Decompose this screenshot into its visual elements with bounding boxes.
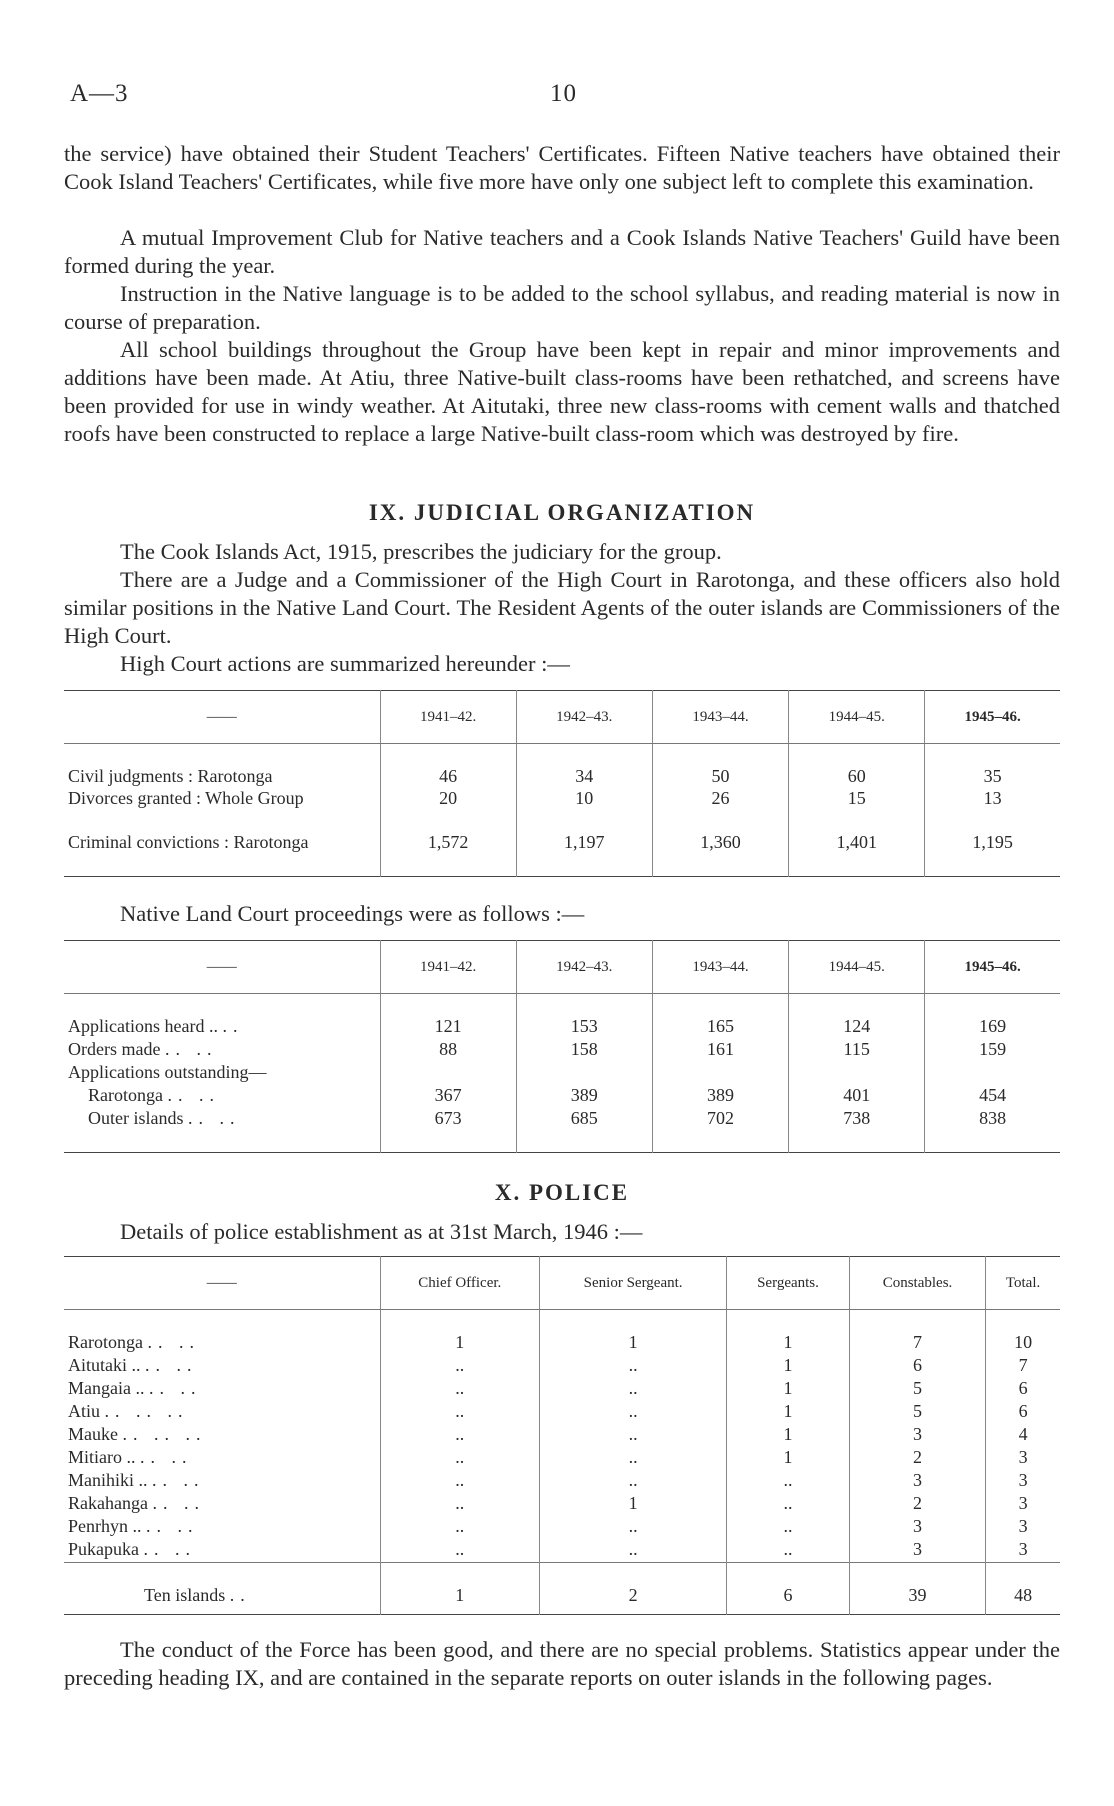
table-cell: .. (380, 1539, 540, 1562)
table-corner: —— (64, 691, 380, 744)
leader-dots: .. (229, 1584, 251, 1605)
table-cell: .. (540, 1447, 727, 1470)
leader-dots: .. .. (145, 1355, 198, 1375)
table-cell: 1 (727, 1424, 850, 1447)
table-cell: 367 (380, 1085, 516, 1108)
paragraph-high-court-intro: High Court actions are summarized hereunder :— (120, 651, 570, 676)
column-header: 1944–45. (789, 941, 925, 994)
table-cell: 4 (986, 1424, 1060, 1447)
table-cell: 454 (925, 1085, 1060, 1108)
table-row (64, 1424, 1060, 1447)
table-cell: 39 (849, 1585, 985, 1615)
table-cell: 161 (652, 1039, 788, 1062)
table-row (64, 1378, 1060, 1401)
table-cell: .. (727, 1493, 850, 1516)
table-cell: .. (380, 1470, 540, 1493)
row-label: Aitutaki .. (68, 1355, 141, 1375)
table-cell: 2 (849, 1493, 985, 1516)
table-cell: 401 (789, 1085, 925, 1108)
column-header: 1944–45. (789, 691, 925, 744)
table-cell: 26 (652, 788, 788, 832)
table-cell: .. (380, 1424, 540, 1447)
page-reference: A—3 (70, 80, 129, 107)
table-cell: 1,197 (516, 832, 652, 876)
table-cell: 1 (540, 1332, 727, 1355)
row-label: Pukapuka (68, 1539, 139, 1559)
leader-dots: .. .. (167, 1085, 220, 1105)
row-label: Orders made (68, 1039, 161, 1059)
leader-dots: .. .. (143, 1539, 196, 1559)
row-label: Mitiaro .. (68, 1447, 136, 1467)
column-header: Constables. (849, 1257, 985, 1310)
row-label: Mangaia .. (68, 1378, 145, 1398)
table-cell: .. (540, 1378, 727, 1401)
table-cell: 88 (380, 1039, 516, 1062)
column-header: 1945–46. (925, 941, 1060, 994)
table-cell: 158 (516, 1039, 652, 1062)
table-cell: 702 (652, 1108, 788, 1152)
table-cell: .. (540, 1539, 727, 1562)
table-cell: .. (727, 1470, 850, 1493)
paragraph-police-intro: Details of police establishment as at 31st March, 1946 :— (120, 1219, 643, 1244)
column-header: 1941–42. (380, 941, 516, 994)
table-cell: 389 (652, 1085, 788, 1108)
table-cell: .. (380, 1493, 540, 1516)
table-cell: 6 (849, 1355, 985, 1378)
row-label: Mauke (68, 1424, 118, 1444)
paragraph-land-court-intro: Native Land Court proceedings were as follows :— (120, 901, 585, 926)
table-cell: 5 (849, 1401, 985, 1424)
table-cell: 685 (516, 1108, 652, 1152)
table-header-row (64, 1257, 1060, 1310)
paragraph-native-language: Instruction in the Native language is to be added to the school syllabus, and reading material is now in course of preparation. (64, 281, 1060, 334)
table-cell: 165 (652, 1016, 788, 1039)
table-cell: 46 (380, 766, 516, 788)
total-row (64, 1585, 1060, 1615)
table-cell: 1,360 (652, 832, 788, 876)
table-cell: 35 (925, 766, 1060, 788)
table-cell: .. (380, 1378, 540, 1401)
table-row (64, 1039, 1060, 1062)
table-row (64, 1108, 1060, 1152)
paragraph-conduct-of-force: The conduct of the Force has been good, and there are no special problems. Statistics appear under the preceding heading IX, and are contained in the separate reports on outer islands in the following pages. (64, 1637, 1060, 1690)
table-row (64, 1447, 1060, 1470)
table-cell: .. (380, 1516, 540, 1539)
table-cell: .. (540, 1470, 727, 1493)
land-court-table (64, 940, 1060, 1153)
table-cell: 10 (516, 788, 652, 832)
table-header-row (64, 941, 1060, 994)
table-cell: 5 (849, 1378, 985, 1401)
row-label: Applications outstanding— (68, 1062, 267, 1082)
leader-dots: .. .. .. (104, 1401, 189, 1421)
table-cell: .. (727, 1516, 850, 1539)
table-row (64, 1085, 1060, 1108)
table-row (64, 1470, 1060, 1493)
table-cell: 34 (516, 766, 652, 788)
column-header: Senior Sergeant. (540, 1257, 727, 1310)
paragraph-teachers-certificates: the service) have obtained their Student Teachers' Certificates. Fifteen Native teachers have obtained their Cook Island Teachers' Certificates, while five more have only one subject left to complete this examination. (64, 141, 1060, 194)
table-cell: 3 (986, 1539, 1060, 1562)
table-cell: 169 (925, 1016, 1060, 1039)
table-row (64, 1539, 1060, 1562)
leader-dots: .. .. (140, 1447, 193, 1467)
table-cell: 124 (789, 1016, 925, 1039)
table-row (64, 1355, 1060, 1378)
row-label: Rakahanga (68, 1493, 148, 1513)
table-cell: 2 (849, 1447, 985, 1470)
paragraph-improvement-club: A mutual Improvement Club for Native teachers and a Cook Islands Native Teachers' Guild have been formed during the year. (64, 225, 1060, 278)
table-cell: 6 (727, 1585, 850, 1615)
column-header: Total. (986, 1257, 1060, 1310)
section-heading-police: X. POLICE (494, 1180, 630, 1205)
column-header: 1945–46. (925, 691, 1060, 744)
table-cell: 1 (380, 1585, 540, 1615)
table-cell: 3 (986, 1493, 1060, 1516)
table-cell: 60 (789, 766, 925, 788)
table-cell: 6 (986, 1378, 1060, 1401)
table-cell: 7 (849, 1332, 985, 1355)
table-cell: 3 (849, 1516, 985, 1539)
row-label: Divorces granted : Whole Group (68, 788, 304, 808)
table-cell: 1 (727, 1355, 850, 1378)
paragraph-school-buildings: All school buildings throughout the Group have been kept in repair and minor improvements and additions have been made. At Atiu, three Native-built class-rooms have been rethatched, and screens have been provided for use in windy weather. At Aitutaki, three new class-rooms with cement walls and thatched roofs have been constructed to replace a large Native-built class-room which was destroyed by fire. (64, 337, 1060, 446)
table-cell: 3 (986, 1447, 1060, 1470)
paragraph-cook-islands-act: The Cook Islands Act, 1915, prescribes the judiciary for the group. (120, 539, 722, 564)
section-heading-judicial: IX. JUDICIAL ORGANIZATION (368, 500, 756, 525)
table-cell: .. (380, 1401, 540, 1424)
table-cell: 1 (727, 1401, 850, 1424)
table-cell: 7 (986, 1355, 1060, 1378)
row-label: Penrhyn .. (68, 1516, 142, 1536)
column-header: 1942–43. (516, 941, 652, 994)
row-label: Atiu (68, 1401, 101, 1421)
row-label: Rarotonga (88, 1085, 163, 1105)
police-table (64, 1256, 1060, 1615)
column-header: Sergeants. (727, 1257, 850, 1310)
page-number: 10 (550, 80, 577, 107)
table-cell: 1,195 (925, 832, 1060, 876)
table-corner: —— (64, 1257, 380, 1310)
table-row (64, 788, 1060, 832)
table-cell: 153 (516, 1016, 652, 1039)
table-cell: 3 (986, 1516, 1060, 1539)
table-row (64, 1401, 1060, 1424)
table-cell: .. (540, 1424, 727, 1447)
table-cell: .. (380, 1447, 540, 1470)
table-cell: 13 (925, 788, 1060, 832)
police-rows (64, 1310, 1060, 1563)
table-cell: 50 (652, 766, 788, 788)
column-header: 1942–43. (516, 691, 652, 744)
table-cell: 121 (380, 1016, 516, 1039)
column-header: 1941–42. (380, 691, 516, 744)
leader-dots: .. .. (152, 1493, 205, 1513)
table-cell: 1,572 (380, 832, 516, 876)
table-cell: 159 (925, 1039, 1060, 1062)
row-label: Criminal convictions : Rarotonga (68, 832, 309, 852)
table-corner: —— (64, 941, 380, 994)
table-cell: 3 (986, 1470, 1060, 1493)
table-cell: 738 (789, 1108, 925, 1152)
table-cell: 1 (727, 1332, 850, 1355)
column-header: Chief Officer. (380, 1257, 540, 1310)
table-cell: 673 (380, 1108, 516, 1152)
table-cell: .. (380, 1355, 540, 1378)
leader-dots: .. .. (164, 1039, 218, 1059)
table-cell: 3 (849, 1470, 985, 1493)
leader-dots: .. .. (148, 1378, 202, 1398)
column-header: 1943–44. (652, 941, 788, 994)
table-row (64, 1016, 1060, 1039)
leader-dots: .. .. .. (122, 1424, 207, 1444)
table-cell: 1 (380, 1332, 540, 1355)
leader-dots: .. .. (146, 1516, 199, 1536)
leader-dots: .. .. (152, 1470, 205, 1490)
table-cell: 115 (789, 1039, 925, 1062)
table-cell: 1 (727, 1447, 850, 1470)
table-row (64, 766, 1060, 788)
table-row (64, 1332, 1060, 1355)
leader-dots: .. (222, 1016, 244, 1036)
table-cell: 1 (727, 1378, 850, 1401)
leader-dots: .. .. (147, 1332, 200, 1352)
table-row (64, 832, 1060, 876)
high-court-table (64, 690, 1060, 877)
table-cell: 48 (986, 1585, 1060, 1615)
table-cell: 2 (540, 1585, 727, 1615)
row-label: Outer islands (88, 1108, 184, 1128)
table-cell: 3 (849, 1539, 985, 1562)
table-cell: .. (727, 1539, 850, 1562)
row-label: Rarotonga (68, 1332, 143, 1352)
table-cell: .. (540, 1355, 727, 1378)
table-cell: 10 (986, 1332, 1060, 1355)
row-label: Applications heard .. (68, 1016, 218, 1036)
table-cell: 389 (516, 1085, 652, 1108)
table-cell: 15 (789, 788, 925, 832)
row-label: Ten islands (144, 1584, 226, 1605)
table-row (64, 1493, 1060, 1516)
table-cell: 1 (540, 1493, 727, 1516)
table-cell: .. (540, 1401, 727, 1424)
table-cell: 838 (925, 1108, 1060, 1152)
table-cell: 20 (380, 788, 516, 832)
table-row (64, 1062, 1060, 1085)
table-row (64, 1516, 1060, 1539)
table-cell: 3 (849, 1424, 985, 1447)
table-header-row (64, 691, 1060, 744)
row-label: Civil judgments : Rarotonga (68, 766, 273, 786)
column-header: 1943–44. (652, 691, 788, 744)
table-cell: 6 (986, 1401, 1060, 1424)
row-label: Manihiki .. (68, 1470, 148, 1490)
table-cell: .. (540, 1516, 727, 1539)
paragraph-judge-commissioner: There are a Judge and a Commissioner of the High Court in Rarotonga, and these officers also hold similar positions in the Native Land Court. The Resident Agents of the outer islands are Commissioners of the High Court. (64, 567, 1060, 648)
leader-dots: .. .. (187, 1108, 241, 1128)
table-cell: 1,401 (789, 832, 925, 876)
